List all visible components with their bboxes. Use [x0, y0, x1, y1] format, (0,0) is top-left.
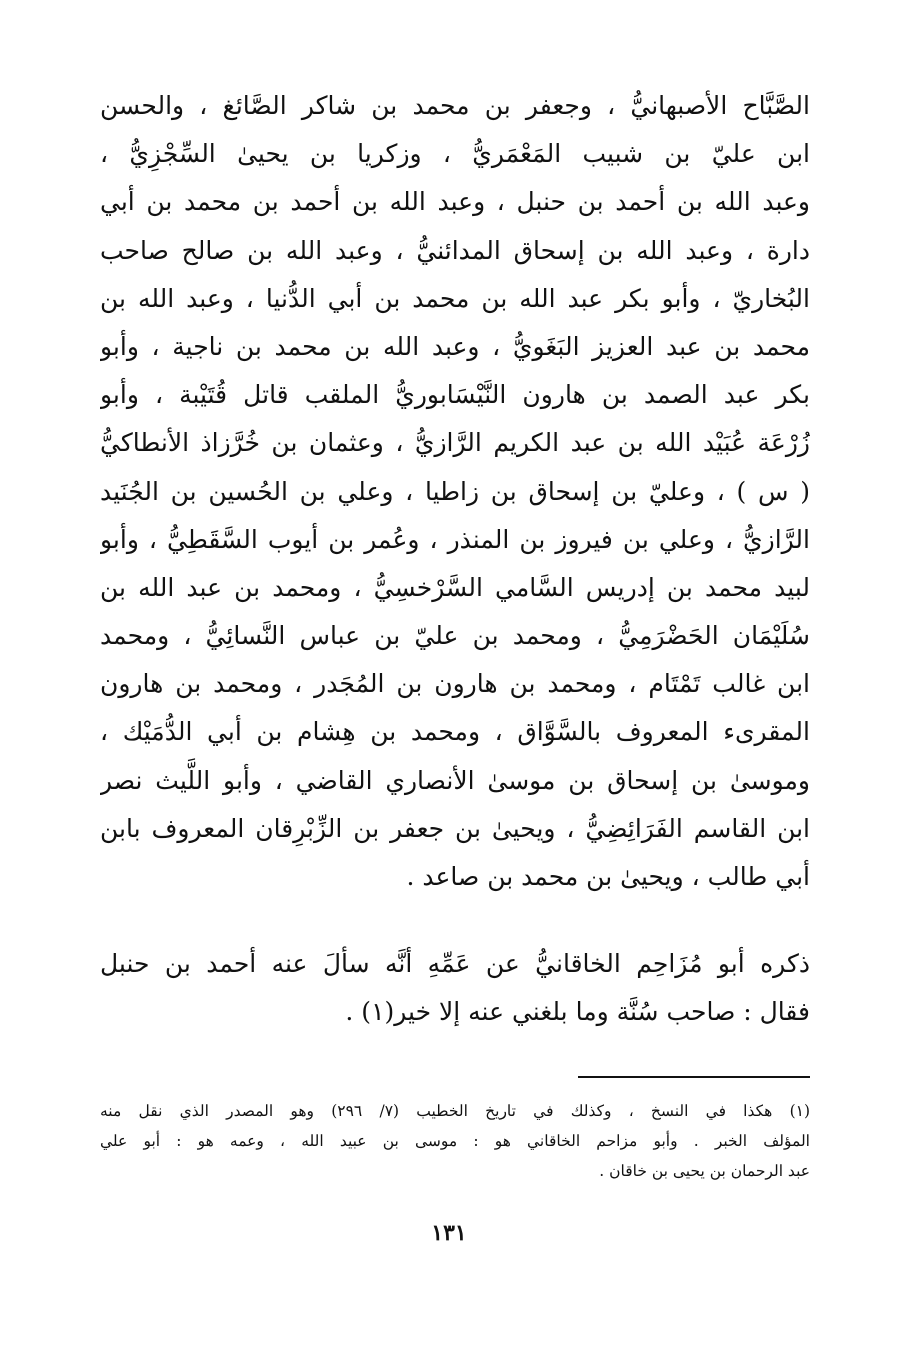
- text-line: وموسىٰ بن إسحاق بن موسىٰ الأنصاري القاضي ، وأبو اللَّيث نصر: [100, 765, 810, 795]
- text-line: لبيد محمد بن إدريس السَّامي السَّرْخسِيُّ ، ومحمد بن عبد الله بن: [100, 572, 810, 602]
- text-line: الرَّازيُّ ، وعلي بن فيروز بن المنذر ، وعُمر بن أيوب السَّقَطِيُّ ، وأبو: [100, 524, 810, 554]
- footnote-line: المؤلف الخبر . وأبو مزاحم الخاقاني هو : موسى بن عبيد الله ، وعمه هو : أبو علي: [100, 1132, 810, 1150]
- text-line: زُرْعَة عُبَيْد الله بن عبد الكريم الرَّازيُّ ، وعثمان بن خُرَّزاذ الأنطاكيُّ: [100, 428, 810, 458]
- text-line: وعبد الله بن أحمد بن حنبل ، وعبد الله بن أحمد بن محمد بن أبي: [100, 187, 810, 217]
- text-line: ابن عليّ بن شبيب المَعْمَريُّ ، وزكريا بن يحيىٰ السِّجْزِيُّ ،: [100, 139, 810, 169]
- text-line: سُلَيْمَان الحَضْرَمِيُّ ، ومحمد بن عليّ بن عباس النَّسائِيُّ ، ومحمد: [100, 621, 810, 651]
- text-line: ذكره أبو مُزَاحِم الخاقانيُّ عن عَمِّهِ أنَّه سألَ عنه أحمد بن حنبل: [100, 949, 810, 978]
- text-line: فقال : صاحب سُنَّة وما بلغني عنه إلا خير(١) .: [345, 997, 810, 1027]
- page-number: ١٣١: [431, 1220, 467, 1246]
- text-line: أبي طالب ، ويحيىٰ بن محمد بن صاعد .: [406, 862, 810, 891]
- text-line: المقرىء المعروف بالسَّوَّاق ، ومحمد بن هِشام بن أبي الدُّمَيْك ،: [100, 717, 810, 747]
- footnote-line: عبد الرحمان بن يحيى بن خاقان .: [599, 1162, 810, 1180]
- text-line: دارة ، وعبد الله بن إسحاق المدائنيُّ ، وعبد الله بن صالح صاحب: [100, 235, 810, 265]
- main-paragraph: [100, 82, 810, 901]
- text-line: ابن القاسم الفَرَائِضِيُّ ، ويحيىٰ بن جعفر بن الزِّبْرِقان المعروف بابن: [100, 813, 810, 843]
- footnotes: [100, 1096, 810, 1186]
- second-paragraph: [100, 940, 810, 1036]
- text-line: ابن غالب تَمْتَام ، ومحمد بن هارون بن المُجَدر ، ومحمد بن هارون: [100, 669, 810, 699]
- text-line: ( س ) ، وعليّ بن إسحاق بن زاطيا ، وعلي بن الحُسين بن الجُنَيد: [100, 476, 810, 506]
- text-line: الصَّبَّاح الأصبهانيُّ ، وجعفر بن محمد بن شاكر الصَّائغ ، والحسن: [100, 91, 810, 120]
- text-line: محمد بن عبد العزيز البَغَويُّ ، وعبد الله بن محمد بن ناجية ، وأبو: [100, 331, 810, 361]
- text-line: البُخاريّ ، وأبو بكر عبد الله بن محمد بن أبي الدُّنيا ، وعبد الله بن: [100, 283, 810, 313]
- footnote-separator: [578, 1076, 810, 1078]
- text-line: بكر عبد الصمد بن هارون النَّيْسَابوريُّ الملقب قاتل قُتَيْبة ، وأبو: [100, 380, 810, 410]
- footnote-line: (١) هكذا في النسخ ، وكذلك في تاريخ الخطيب (٧/ ٢٩٦) وهو المصدر الذي نقل منه: [100, 1102, 810, 1120]
